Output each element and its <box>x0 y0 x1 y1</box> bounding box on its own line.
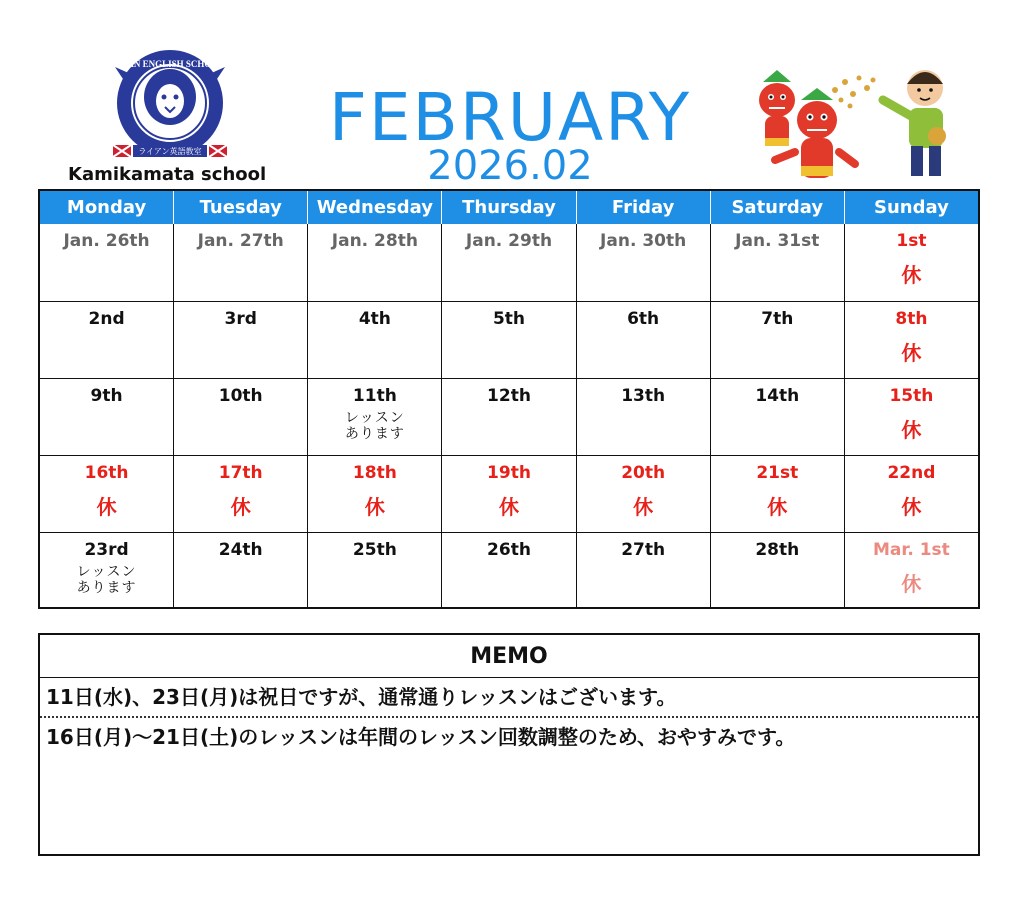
closed-day-mark: 休 <box>901 572 922 596</box>
calendar-day-cell <box>442 379 576 455</box>
calendar-day-cell <box>442 302 576 378</box>
day-number: 22nd <box>887 463 936 483</box>
year-title: 2026.02 <box>427 143 593 189</box>
day-number: Jan. 31st <box>735 231 820 251</box>
calendar-day-cell <box>577 456 711 532</box>
closed-day-mark: 休 <box>901 495 922 519</box>
day-number: 10th <box>218 386 263 406</box>
calendar-day-cell <box>711 456 845 532</box>
calendar-weeks <box>40 224 978 609</box>
day-number: 12th <box>487 386 531 406</box>
memo-title: MEMO <box>40 635 978 678</box>
closed-day-mark: 休 <box>901 418 922 442</box>
day-number: 16th <box>84 463 129 483</box>
day-number: 3rd <box>224 309 257 329</box>
day-number: 25th <box>352 540 397 560</box>
weekday-saturday: Saturday <box>711 191 845 224</box>
day-number: 24th <box>218 540 263 560</box>
memo-box <box>38 633 980 856</box>
calendar-day-cell <box>711 533 845 609</box>
calendar-day-cell <box>845 456 978 532</box>
weekday-friday: Friday <box>577 191 711 224</box>
weekday-thursday: Thursday <box>442 191 576 224</box>
closed-day-mark: 休 <box>901 263 922 287</box>
memo-line-break-week: 16日(月)〜21日(土)のレッスンは年間のレッスン回数調整のため、おやすみです。 <box>46 725 796 749</box>
closed-day-mark: 休 <box>767 495 788 519</box>
calendar-day-cell <box>711 302 845 378</box>
calendar-day-cell <box>845 533 978 609</box>
calendar-day-cell <box>308 456 442 532</box>
month-title: FEBRUARY <box>328 79 692 156</box>
weekday-sunday: Sunday <box>874 197 949 218</box>
calendar-day-cell <box>308 533 442 609</box>
day-number: Jan. 28th <box>331 231 418 251</box>
day-number: Jan. 26th <box>63 231 150 251</box>
calendar-day-cell <box>174 533 308 609</box>
weekday-tuesday: Tuesday <box>174 191 308 224</box>
calendar-day-cell <box>442 533 576 609</box>
calendar-day-cell <box>308 379 442 455</box>
day-number: 17th <box>218 463 263 483</box>
day-number: 9th <box>90 386 123 406</box>
calendar-week-row <box>40 532 978 609</box>
calendar-day-cell <box>308 302 442 378</box>
closed-day-mark: 休 <box>96 495 117 519</box>
calendar-day-cell <box>845 302 978 378</box>
day-number: 15th <box>889 386 934 406</box>
day-number: 21st <box>756 463 799 483</box>
oni-red-icon <box>759 70 795 146</box>
calendar-week-row <box>40 378 978 455</box>
calendar-grid <box>38 189 980 609</box>
calendar-week-row <box>40 224 978 301</box>
setsubun-illustration <box>755 60 970 190</box>
calendar-day-cell <box>577 379 711 455</box>
calendar-day-cell <box>40 224 174 301</box>
day-number: 14th <box>755 386 800 406</box>
logo-ring-text: RYAN ENGLISH SCHOOL <box>115 59 225 69</box>
ryan-english-school-logo <box>105 45 235 165</box>
boy-throwing-beans-icon <box>883 70 946 176</box>
day-number: 18th <box>352 463 397 483</box>
calendar-day-cell <box>711 224 845 301</box>
calendar-day-cell <box>40 302 174 378</box>
day-number: 5th <box>492 309 526 329</box>
closed-day-mark: 休 <box>498 495 519 519</box>
day-number: 28th <box>755 540 800 560</box>
logo-banner-text: ライアン英語教室 <box>138 147 202 156</box>
day-number: 23rd <box>84 540 129 560</box>
closed-day-mark: 休 <box>901 341 922 365</box>
day-number: 6th <box>627 309 660 329</box>
calendar-day-cell <box>577 224 711 301</box>
calendar-day-cell <box>174 456 308 532</box>
day-number: 13th <box>621 386 666 406</box>
calendar-day-cell <box>174 379 308 455</box>
day-number: Jan. 27th <box>197 231 284 251</box>
lesson-note: レッスン あります <box>344 410 405 442</box>
day-number: 27th <box>621 540 666 560</box>
calendar-day-cell <box>845 224 978 301</box>
weekday-header <box>40 191 978 224</box>
weekday-monday: Monday <box>40 191 174 224</box>
day-number: Jan. 29th <box>465 231 553 251</box>
day-number: 19th <box>487 463 531 483</box>
day-number: 1st <box>896 231 927 251</box>
day-number: 26th <box>487 540 531 560</box>
calendar-day-cell <box>442 224 576 301</box>
school-name: Kamikamata school <box>68 164 267 185</box>
day-number: 4th <box>358 309 391 329</box>
calendar-day-cell <box>174 224 308 301</box>
calendar-week-row <box>40 455 978 532</box>
calendar-day-cell <box>40 379 174 455</box>
day-number: Jan. 30th <box>600 231 687 251</box>
closed-day-mark: 休 <box>633 495 654 519</box>
calendar-day-cell <box>40 533 174 609</box>
weekday-wednesday: Wednesday <box>308 191 442 224</box>
calendar-day-cell <box>442 456 576 532</box>
lesson-note: レッスン あります <box>76 564 137 596</box>
day-number: 8th <box>895 309 928 329</box>
calendar-day-cell <box>577 533 711 609</box>
calendar-day-cell <box>577 302 711 378</box>
calendar-day-cell <box>845 379 978 455</box>
day-number: 20th <box>621 463 666 483</box>
day-number: 11th <box>352 386 397 406</box>
calendar-day-cell <box>174 302 308 378</box>
day-number: Mar. 1st <box>873 540 950 560</box>
closed-day-mark: 休 <box>230 495 251 519</box>
closed-day-mark: 休 <box>364 495 385 519</box>
calendar-day-cell <box>711 379 845 455</box>
calendar-day-cell <box>40 456 174 532</box>
day-number: 7th <box>761 309 794 329</box>
day-number: 2nd <box>88 309 125 329</box>
calendar-week-row <box>40 301 978 378</box>
calendar-day-cell <box>308 224 442 301</box>
memo-line-holiday-lessons: 11日(水)、23日(月)は祝日ですが、通常通りレッスンはございます。 <box>40 678 978 718</box>
